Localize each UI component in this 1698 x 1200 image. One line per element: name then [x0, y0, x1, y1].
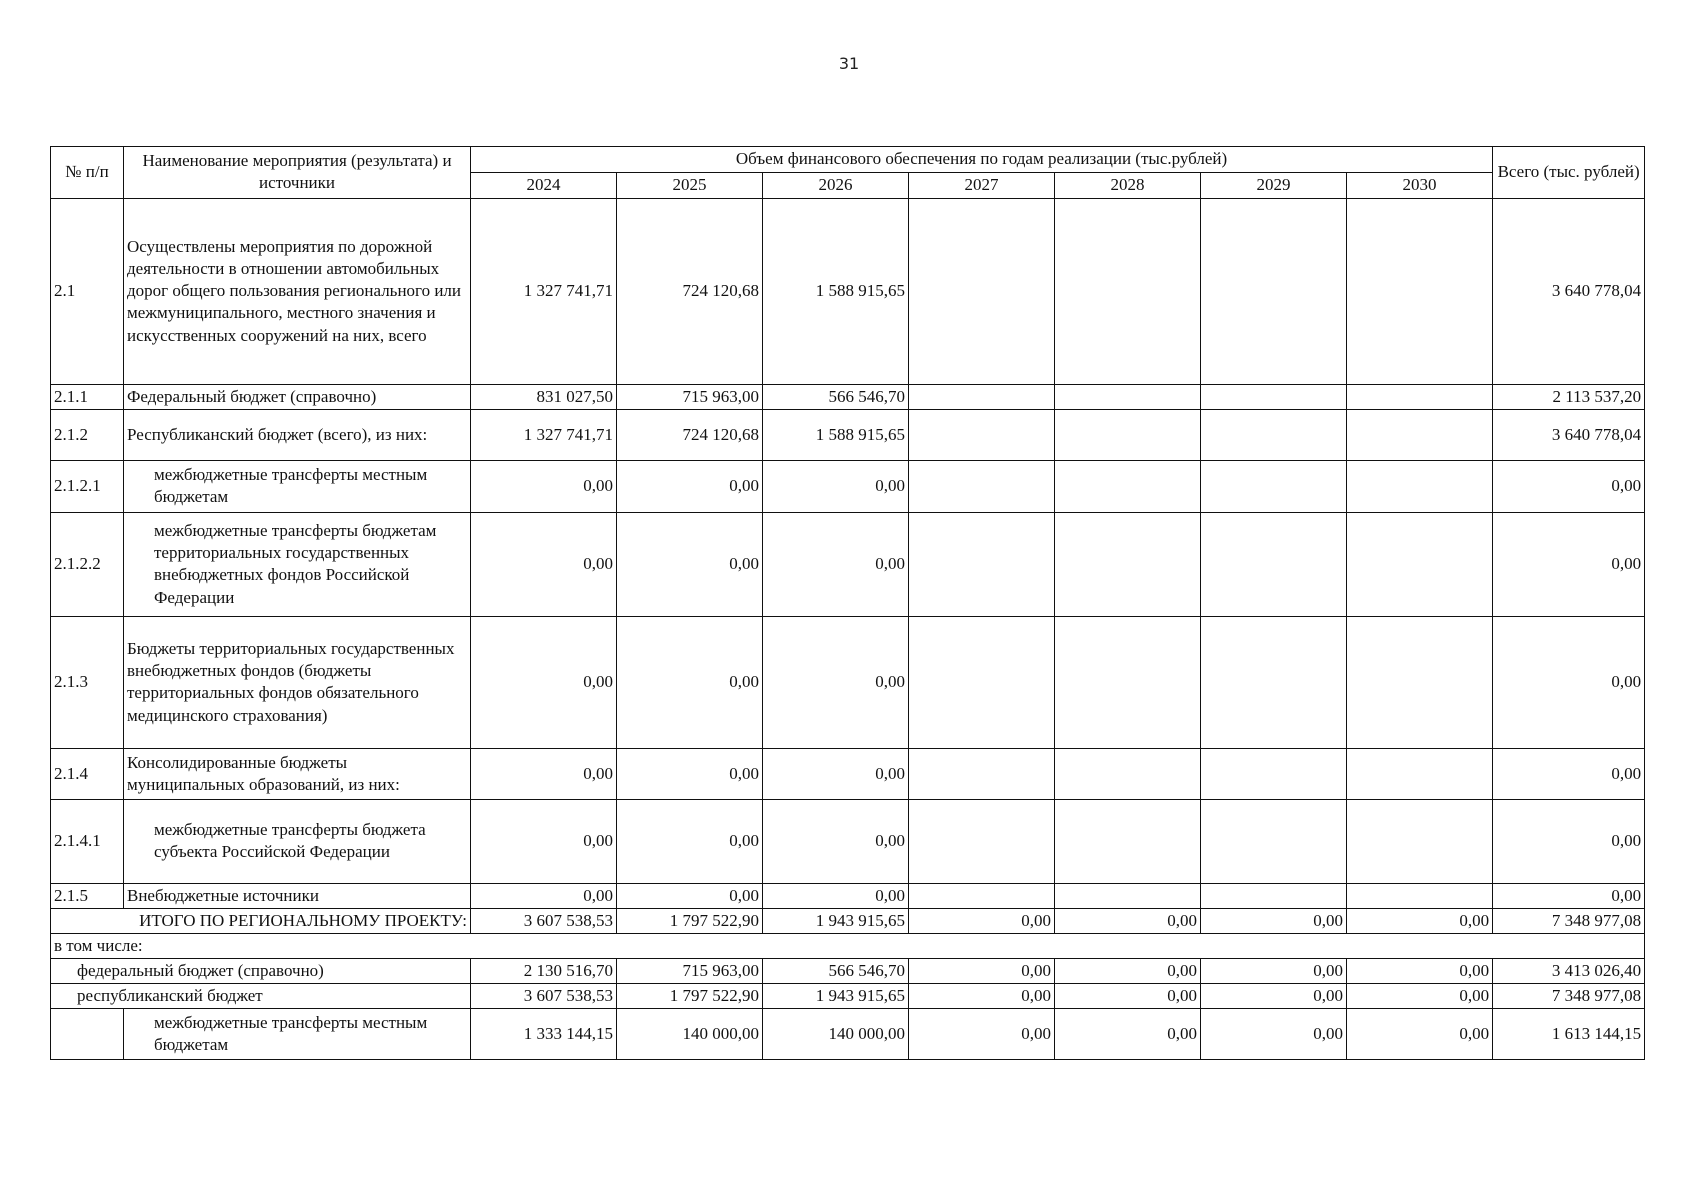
- row-value: 1 588 915,65: [763, 409, 909, 460]
- table-row: [51, 512, 1645, 616]
- row-name: межбюджетные трансферты местным бюджетам: [124, 460, 471, 512]
- row-value: [1347, 616, 1493, 748]
- row-code: 2.1.3: [51, 616, 124, 748]
- sub-row-value: 0,00: [1055, 984, 1201, 1009]
- sub-row-value: 140 000,00: [763, 1009, 909, 1060]
- row-value: 724 120,68: [617, 409, 763, 460]
- row-value: [1055, 512, 1201, 616]
- sub-row-value: 0,00: [1347, 959, 1493, 984]
- sub-row-total: 7 348 977,08: [1493, 984, 1645, 1009]
- row-name: Республиканский бюджет (всего), из них:: [124, 409, 471, 460]
- sub-row-label: межбюджетные трансферты местным бюджетам: [124, 1009, 471, 1060]
- row-value: [1201, 883, 1347, 908]
- row-value: [909, 799, 1055, 883]
- financing-table: [50, 146, 1645, 1060]
- sub-row: [51, 1009, 1645, 1060]
- header-year: 2027: [909, 172, 1055, 198]
- row-value: [909, 883, 1055, 908]
- page-number: 31: [838, 54, 860, 73]
- sub-row-value: 0,00: [909, 959, 1055, 984]
- sub-row-value: 1 943 915,65: [763, 984, 909, 1009]
- header-num: № п/п: [51, 147, 124, 199]
- grand-total-value: 0,00: [1347, 909, 1493, 934]
- header-year: 2024: [471, 172, 617, 198]
- table-row: [51, 409, 1645, 460]
- row-name: Федеральный бюджет (справочно): [124, 384, 471, 409]
- row-value: [1201, 460, 1347, 512]
- row-total: 0,00: [1493, 748, 1645, 799]
- row-value: [1347, 883, 1493, 908]
- row-total: 3 640 778,04: [1493, 198, 1645, 384]
- sub-row-value: 715 963,00: [617, 959, 763, 984]
- row-value: [1055, 748, 1201, 799]
- table-row: [51, 799, 1645, 883]
- header-total: Всего (тыс. рублей): [1493, 147, 1645, 199]
- grand-total-value: 3 607 538,53: [471, 909, 617, 934]
- row-value: 0,00: [471, 512, 617, 616]
- sub-row-value: 0,00: [1201, 984, 1347, 1009]
- sub-row-value: 0,00: [909, 1009, 1055, 1060]
- row-value: [909, 384, 1055, 409]
- row-value: [1347, 384, 1493, 409]
- sub-row-label: республиканский бюджет: [51, 984, 471, 1009]
- row-code: 2.1.2: [51, 409, 124, 460]
- row-value: 0,00: [471, 460, 617, 512]
- sub-row-value: 0,00: [1347, 1009, 1493, 1060]
- row-total: 0,00: [1493, 799, 1645, 883]
- table-row: [51, 384, 1645, 409]
- row-value: [1055, 799, 1201, 883]
- row-code: 2.1.1: [51, 384, 124, 409]
- sub-row: [51, 984, 1645, 1009]
- row-value: [1201, 616, 1347, 748]
- row-value: 0,00: [763, 616, 909, 748]
- sub-row: [51, 959, 1645, 984]
- row-value: [1347, 512, 1493, 616]
- row-code: 2.1.5: [51, 883, 124, 908]
- row-value: [1347, 460, 1493, 512]
- header-volume: Объем финансового обеспечения по годам реализации (тыс.рублей): [471, 147, 1493, 173]
- sub-row-value: 0,00: [1055, 1009, 1201, 1060]
- row-value: 0,00: [617, 460, 763, 512]
- table-row: [51, 460, 1645, 512]
- row-code: 2.1.2.2: [51, 512, 124, 616]
- including-row: [51, 934, 1645, 959]
- row-value: 724 120,68: [617, 198, 763, 384]
- header-name: Наименование мероприятия (результата) и источники: [124, 147, 471, 199]
- sub-row-value: 1 333 144,15: [471, 1009, 617, 1060]
- table-row: [51, 198, 1645, 384]
- grand-total-sum: 7 348 977,08: [1493, 909, 1645, 934]
- row-value: [1201, 198, 1347, 384]
- row-name: межбюджетные трансферты бюджетам территориальных государственных внебюджетных фондов Российской Федерации: [124, 512, 471, 616]
- row-value: 1 327 741,71: [471, 198, 617, 384]
- sub-row-label: федеральный бюджет (справочно): [51, 959, 471, 984]
- table-row: [51, 748, 1645, 799]
- row-value: 566 546,70: [763, 384, 909, 409]
- header-year: 2025: [617, 172, 763, 198]
- sub-row-value: 0,00: [1201, 959, 1347, 984]
- row-total: 0,00: [1493, 460, 1645, 512]
- row-value: 0,00: [617, 512, 763, 616]
- header-year: 2030: [1347, 172, 1493, 198]
- row-value: 0,00: [617, 616, 763, 748]
- row-value: [909, 512, 1055, 616]
- sub-row-value: 3 607 538,53: [471, 984, 617, 1009]
- sub-row-value: 0,00: [1201, 1009, 1347, 1060]
- sub-row-value: 2 130 516,70: [471, 959, 617, 984]
- row-value: 0,00: [763, 883, 909, 908]
- grand-total-value: 0,00: [1201, 909, 1347, 934]
- row-value: 831 027,50: [471, 384, 617, 409]
- grand-total-value: 1 943 915,65: [763, 909, 909, 934]
- row-value: 0,00: [617, 883, 763, 908]
- row-value: 0,00: [471, 883, 617, 908]
- row-total: 0,00: [1493, 512, 1645, 616]
- table-row: [51, 883, 1645, 908]
- including-label: в том числе:: [51, 934, 1645, 959]
- grand-total-row: [51, 909, 1645, 934]
- row-value: [1347, 409, 1493, 460]
- row-name: Бюджеты территориальных государственных внебюджетных фондов (бюджеты территориальных фондов обязательного медицинского страхования): [124, 616, 471, 748]
- row-value: [1055, 409, 1201, 460]
- row-value: 0,00: [763, 799, 909, 883]
- grand-total-value: 0,00: [909, 909, 1055, 934]
- row-value: [1055, 616, 1201, 748]
- row-value: [1347, 198, 1493, 384]
- row-value: [909, 409, 1055, 460]
- sub-row-value: 140 000,00: [617, 1009, 763, 1060]
- row-value: [1347, 748, 1493, 799]
- row-code: 2.1.4.1: [51, 799, 124, 883]
- row-value: [1055, 460, 1201, 512]
- row-value: [1055, 384, 1201, 409]
- row-value: [1201, 512, 1347, 616]
- row-value: 1 327 741,71: [471, 409, 617, 460]
- table-row: [51, 616, 1645, 748]
- row-value: 0,00: [471, 799, 617, 883]
- row-name: Консолидированные бюджеты муниципальных образований, из них:: [124, 748, 471, 799]
- row-code: 2.1.2.1: [51, 460, 124, 512]
- row-value: 1 588 915,65: [763, 198, 909, 384]
- sub-row-value: 1 797 522,90: [617, 984, 763, 1009]
- grand-total-label: ИТОГО ПО РЕГИОНАЛЬНОМУ ПРОЕКТУ:: [51, 909, 471, 934]
- row-name: Осуществлены мероприятия по дорожной деятельности в отношении автомобильных дорог общего пользования регионального или межмуниципального, местного значения и искусственных сооружений на них, всего: [124, 198, 471, 384]
- row-total: 0,00: [1493, 616, 1645, 748]
- row-code: 2.1: [51, 198, 124, 384]
- row-value: [909, 616, 1055, 748]
- grand-total-value: 0,00: [1055, 909, 1201, 934]
- row-total: 3 640 778,04: [1493, 409, 1645, 460]
- row-value: 0,00: [763, 748, 909, 799]
- header-year: 2029: [1201, 172, 1347, 198]
- row-value: [1201, 799, 1347, 883]
- row-value: 715 963,00: [617, 384, 763, 409]
- grand-total-value: 1 797 522,90: [617, 909, 763, 934]
- row-value: [1055, 883, 1201, 908]
- row-total: 2 113 537,20: [1493, 384, 1645, 409]
- row-value: 0,00: [617, 799, 763, 883]
- sub-row-value: 0,00: [1347, 984, 1493, 1009]
- sub-row-value: 0,00: [909, 984, 1055, 1009]
- row-value: [909, 198, 1055, 384]
- row-code: 2.1.4: [51, 748, 124, 799]
- row-value: [1201, 384, 1347, 409]
- sub-row-value: 0,00: [1055, 959, 1201, 984]
- row-value: [1347, 799, 1493, 883]
- row-value: [1055, 198, 1201, 384]
- row-value: 0,00: [763, 512, 909, 616]
- row-value: 0,00: [617, 748, 763, 799]
- row-value: [1201, 409, 1347, 460]
- row-name: Внебюджетные источники: [124, 883, 471, 908]
- sub-row-code: [51, 1009, 124, 1060]
- header-year: 2026: [763, 172, 909, 198]
- row-value: 0,00: [471, 616, 617, 748]
- row-value: 0,00: [763, 460, 909, 512]
- row-total: 0,00: [1493, 883, 1645, 908]
- row-value: [1201, 748, 1347, 799]
- sub-row-total: 1 613 144,15: [1493, 1009, 1645, 1060]
- row-name: межбюджетные трансферты бюджета субъекта Российской Федерации: [124, 799, 471, 883]
- row-value: [909, 460, 1055, 512]
- header-year: 2028: [1055, 172, 1201, 198]
- row-value: 0,00: [471, 748, 617, 799]
- sub-row-total: 3 413 026,40: [1493, 959, 1645, 984]
- sub-row-value: 566 546,70: [763, 959, 909, 984]
- row-value: [909, 748, 1055, 799]
